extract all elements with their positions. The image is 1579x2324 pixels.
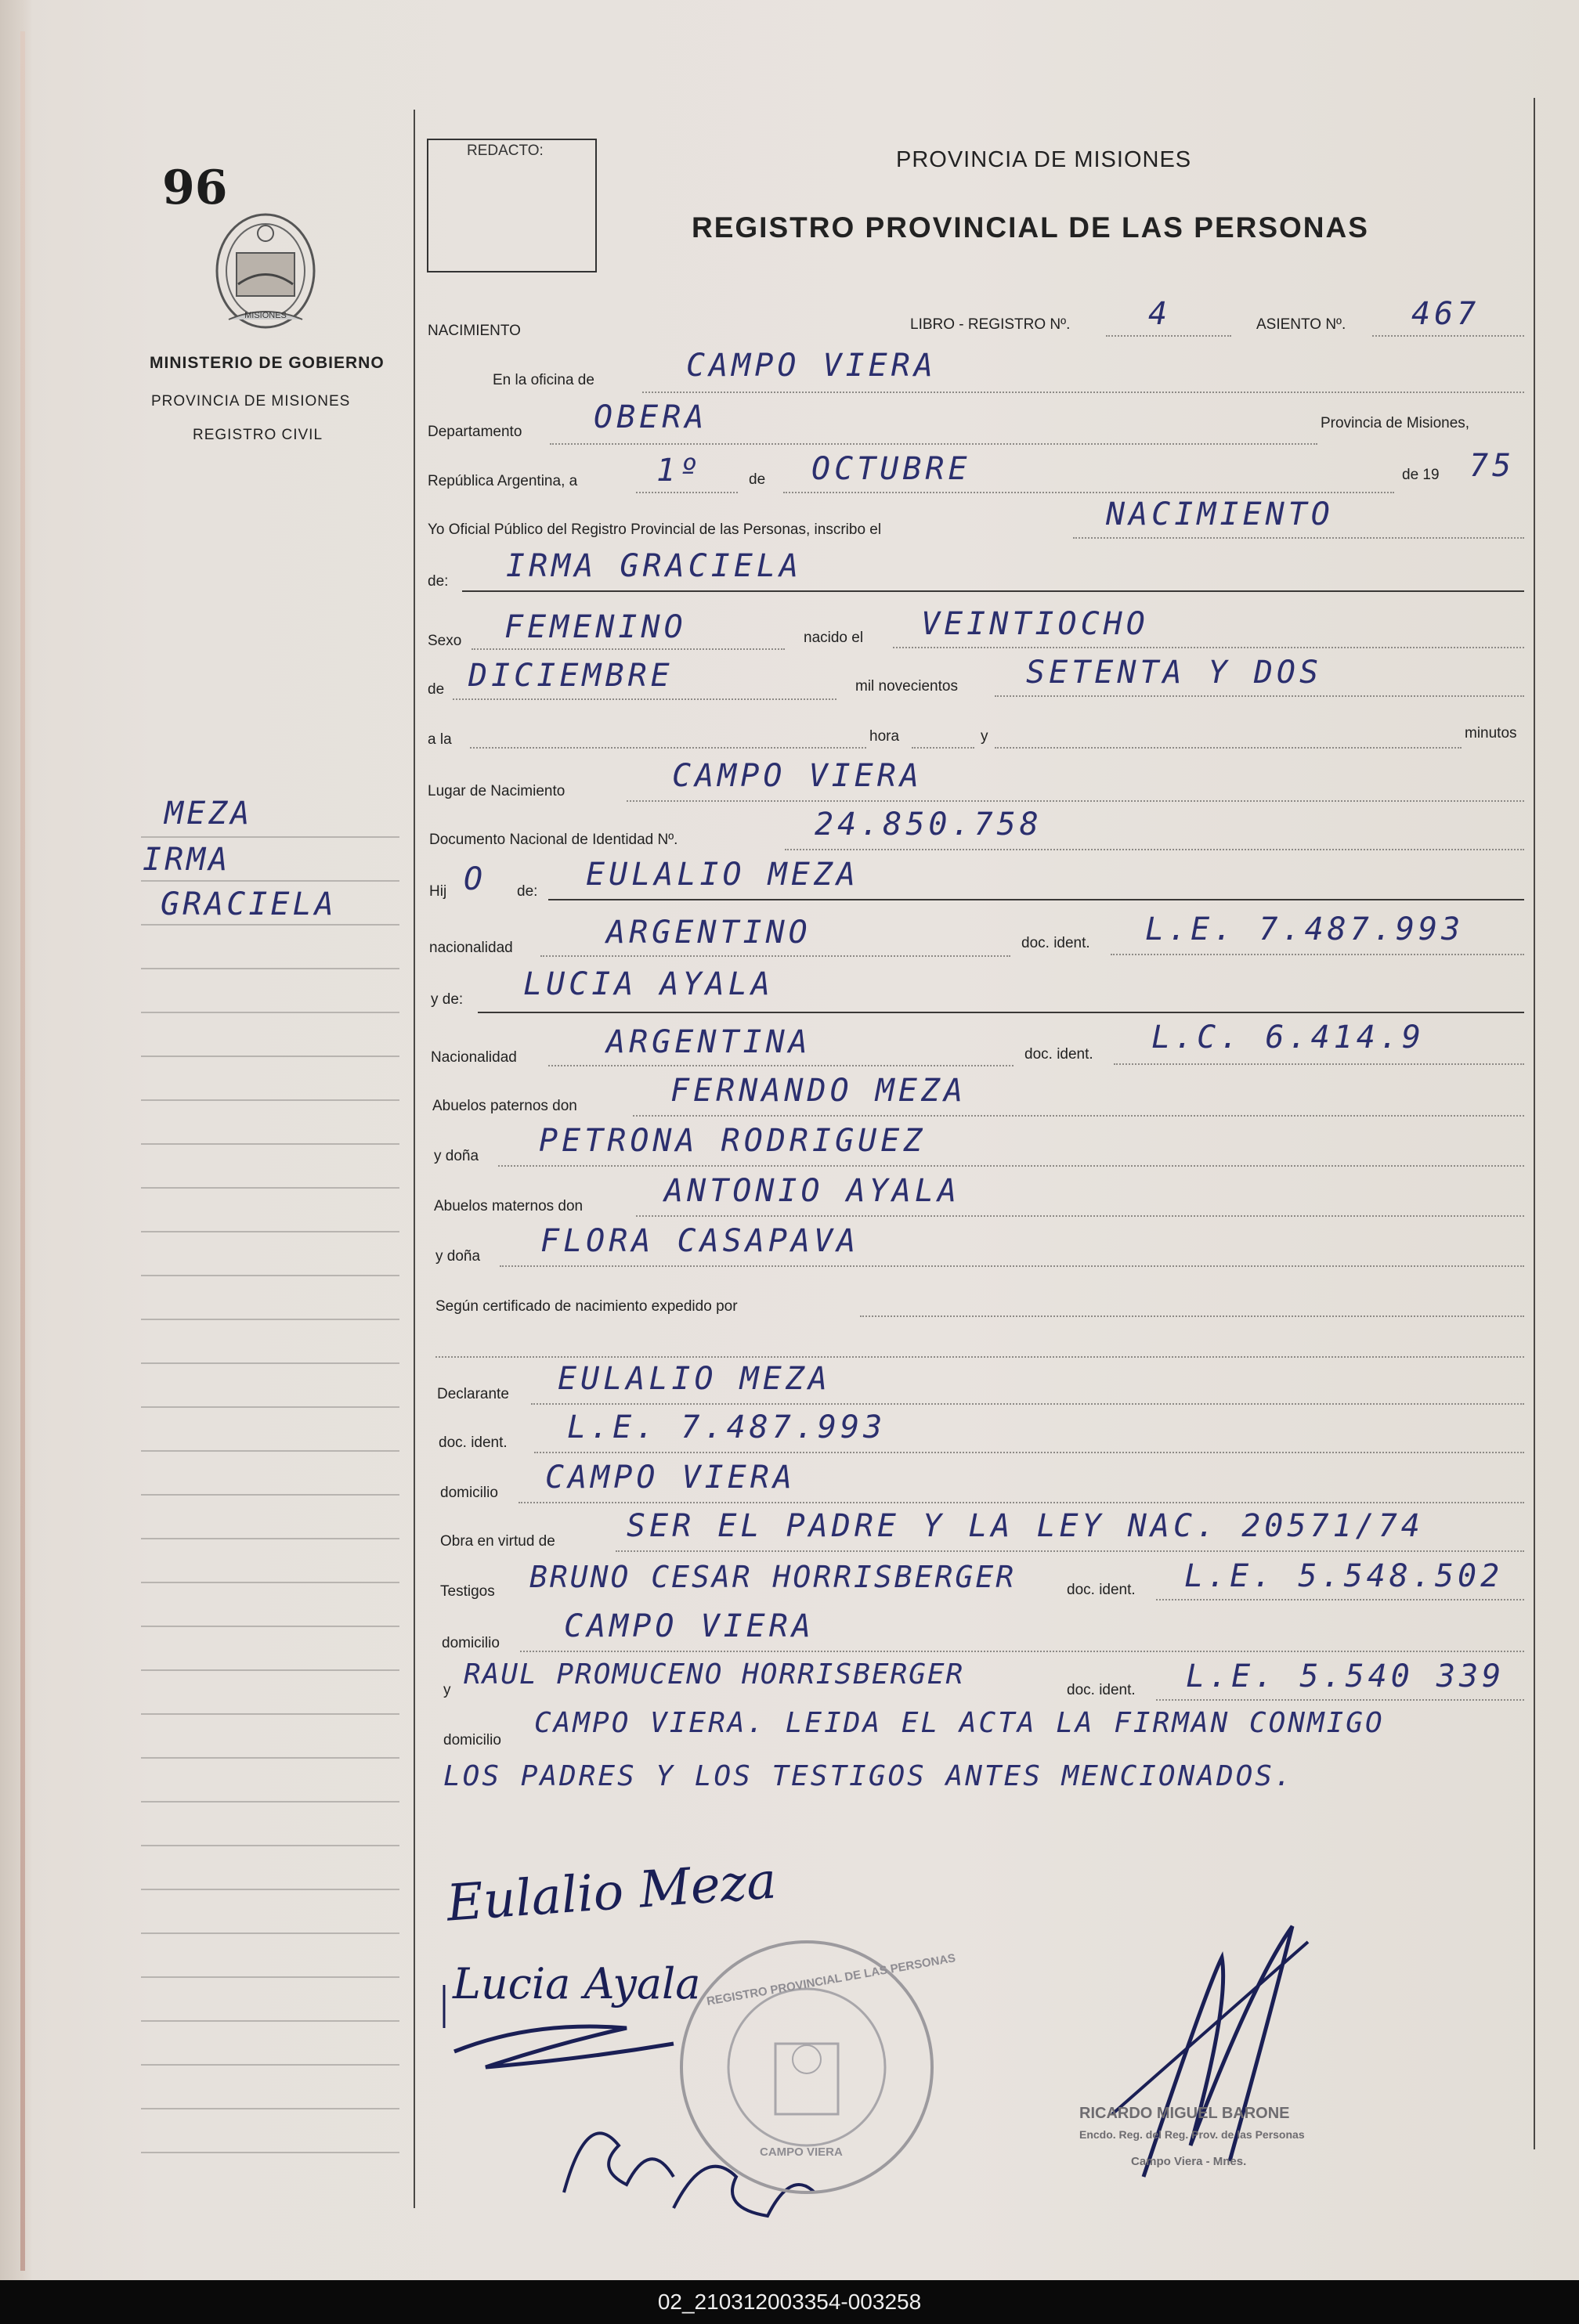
testigo1-value: BRUNO CESAR HORRISBERGER bbox=[529, 1560, 1017, 1594]
officer-name: RICARDO MIGUEL BARONE bbox=[1079, 2105, 1290, 2122]
oficina-value: CAMPO VIERA bbox=[686, 348, 937, 384]
signature-lucia: Lucia Ayala bbox=[453, 1959, 701, 2008]
republica-label: República Argentina, a bbox=[428, 473, 578, 489]
abuelos-mat-label: Abuelos maternos don bbox=[434, 1198, 584, 1214]
doc-madre-value: L.C. 6.414.9 bbox=[1151, 1019, 1425, 1056]
declarante-doc-value: L.E. 7.487.993 bbox=[567, 1409, 887, 1445]
margin-note-name2: GRACIELA bbox=[161, 886, 337, 922]
inscribo-value: NACIMIENTO bbox=[1106, 496, 1334, 532]
round-stamp-text: REGISTRO PROVINCIAL DE LAS PERSONAS bbox=[705, 1951, 957, 2008]
libro-value: 4 bbox=[1148, 296, 1172, 332]
testigo1-dom-value: CAMPO VIERA bbox=[564, 1608, 815, 1644]
margin-note-name1: IRMA bbox=[143, 842, 231, 878]
testigo2-doc-value: L.E. 5.540 339 bbox=[1186, 1658, 1505, 1694]
libro-label: LIBRO - REGISTRO Nº. bbox=[910, 316, 1071, 333]
lugar-value: CAMPO VIERA bbox=[672, 758, 923, 794]
declarante-doc-label: doc. ident. bbox=[439, 1434, 508, 1451]
testigo1-dom-label: domicilio bbox=[442, 1635, 500, 1651]
page-binding bbox=[0, 0, 33, 2280]
oficina-label: En la oficina de bbox=[493, 372, 594, 388]
declarante-label: Declarante bbox=[437, 1386, 509, 1402]
abuela-pat-value: PETRONA RODRIGUEZ bbox=[539, 1123, 927, 1159]
doc-padre-value: L.E. 7.487.993 bbox=[1145, 911, 1465, 947]
asiento-label: ASIENTO Nº. bbox=[1256, 316, 1346, 333]
doc-padre-label: doc. ident. bbox=[1021, 935, 1090, 951]
hij-value: O bbox=[464, 861, 487, 897]
anio-nac-value: SETENTA Y DOS bbox=[1026, 655, 1323, 691]
nacido-value: VEINTIOCHO bbox=[921, 606, 1149, 642]
de-nombre-label: de: bbox=[428, 573, 449, 590]
lugar-label: Lugar de Nacimiento bbox=[428, 783, 565, 799]
obra-label: Obra en virtud de bbox=[440, 1533, 555, 1550]
redacto-label: REDACTO: bbox=[467, 143, 544, 159]
hij-de-label: de: bbox=[517, 883, 538, 900]
testigo2-value: RAUL PROMUCENO HORRISBERGER bbox=[464, 1658, 965, 1691]
officer-title: Encdo. Reg. del Reg. Prov. de las Personas bbox=[1079, 2128, 1305, 2141]
nac-madre-value: ARGENTINA bbox=[606, 1024, 811, 1060]
testigos-label: Testigos bbox=[440, 1583, 495, 1600]
officer-place: Campo Viera - Mnes. bbox=[1131, 2155, 1247, 2168]
sexo-value: FEMENINO bbox=[504, 609, 687, 645]
mes-value: OCTUBRE bbox=[811, 451, 971, 487]
provincia-label: Provincia de Misiones, bbox=[1321, 415, 1470, 431]
anio-value: 75 bbox=[1469, 448, 1516, 484]
signature-eulalio: Eulalio Meza bbox=[444, 1852, 779, 1933]
ministry-line2: PROVINCIA DE MISIONES bbox=[151, 393, 351, 410]
nac-padre-label: nacionalidad bbox=[429, 940, 513, 956]
ministry-line3: REGISTRO CIVIL bbox=[193, 427, 323, 443]
misiones-seal-icon bbox=[213, 210, 318, 335]
nac-padre-value: ARGENTINO bbox=[606, 915, 811, 951]
y-testigo-label: y bbox=[443, 1682, 451, 1698]
madre-value: LUCIA AYALA bbox=[523, 966, 774, 1002]
dni-value: 24.850.758 bbox=[815, 807, 1042, 843]
y-label: y bbox=[981, 728, 988, 745]
mil-label: mil novecientos bbox=[855, 678, 958, 695]
left-frame-line bbox=[414, 110, 415, 2208]
obra-value: SER EL PADRE Y LA LEY NAC. 20571/74 bbox=[627, 1508, 1424, 1544]
folio-number: 96 bbox=[162, 161, 228, 215]
testigo2-doc-label: doc. ident. bbox=[1067, 1682, 1136, 1698]
dni-label: Documento Nacional de Identidad Nº. bbox=[429, 832, 678, 848]
declarante-dom-label: domicilio bbox=[440, 1485, 498, 1501]
departamento-value: OBERA bbox=[594, 399, 708, 435]
right-frame-line bbox=[1534, 98, 1535, 2149]
sexo-label: Sexo bbox=[428, 633, 462, 649]
minutos-label: minutos bbox=[1465, 725, 1517, 742]
de-mes-label: de bbox=[428, 681, 445, 698]
asiento-value: 467 bbox=[1411, 296, 1480, 332]
margin-note-surname: MEZA bbox=[164, 796, 253, 832]
hij-label: Hij bbox=[429, 883, 447, 900]
nombre-value: IRMA GRACIELA bbox=[506, 548, 803, 584]
yde-label: y de: bbox=[431, 991, 464, 1008]
file-id-footer: 02_210312003354-003258 bbox=[0, 2280, 1579, 2324]
registry-title: REGISTRO PROVINCIAL DE LAS PERSONAS bbox=[692, 211, 1369, 244]
declarante-value: EULALIO MEZA bbox=[558, 1361, 831, 1397]
anio-label: de 19 bbox=[1402, 467, 1440, 483]
doc-madre-label: doc. ident. bbox=[1024, 1046, 1093, 1063]
nacido-label: nacido el bbox=[804, 630, 864, 646]
hora-label: hora bbox=[869, 728, 900, 745]
testigo1-doc-value: L.E. 5.548.502 bbox=[1184, 1558, 1504, 1594]
section-label: NACIMIENTO bbox=[428, 323, 521, 339]
certificado-label: Según certificado de nacimiento expedido por bbox=[435, 1298, 738, 1315]
testigo1-doc-label: doc. ident. bbox=[1067, 1582, 1136, 1598]
abuelo-pat-value: FERNANDO MEZA bbox=[670, 1073, 967, 1109]
round-stamp-inner: CAMPO VIERA bbox=[760, 2145, 843, 2159]
oficial-label: Yo Oficial Público del Registro Provincial de las Personas, inscribo el bbox=[428, 521, 882, 538]
nac-madre-label: Nacionalidad bbox=[431, 1049, 517, 1066]
padre-value: EULALIO MEZA bbox=[586, 857, 859, 893]
abuelos-pat-label: Abuelos paternos don bbox=[432, 1098, 577, 1114]
abuela-mat-value: FLORA CASAPAVA bbox=[540, 1223, 860, 1259]
closing-line: LOS PADRES Y LOS TESTIGOS ANTES MENCIONADOS. bbox=[443, 1760, 1294, 1792]
ydona-pat-label: y doña bbox=[434, 1148, 479, 1164]
abuelo-mat-value: ANTONIO AYALA bbox=[664, 1173, 961, 1209]
dia-value: 1º bbox=[656, 453, 703, 489]
de-label: de bbox=[749, 471, 766, 488]
mes-nac-value: DICIEMBRE bbox=[468, 658, 674, 694]
declarante-dom-value: CAMPO VIERA bbox=[545, 1460, 796, 1496]
testigo2-dom-label: domicilio bbox=[443, 1732, 501, 1748]
departamento-label: Departamento bbox=[428, 424, 522, 440]
province-title: PROVINCIA DE MISIONES bbox=[896, 147, 1192, 172]
ala-label: a la bbox=[428, 731, 452, 748]
ydona-mat-label: y doña bbox=[435, 1248, 481, 1265]
ministry-line1: MINISTERIO DE GOBIERNO bbox=[150, 354, 385, 372]
svg-text:MISIONES: MISIONES bbox=[244, 311, 287, 320]
testigo2-dom-value: CAMPO VIERA. LEIDA EL ACTA LA FIRMAN CONMIGO bbox=[534, 1707, 1385, 1739]
